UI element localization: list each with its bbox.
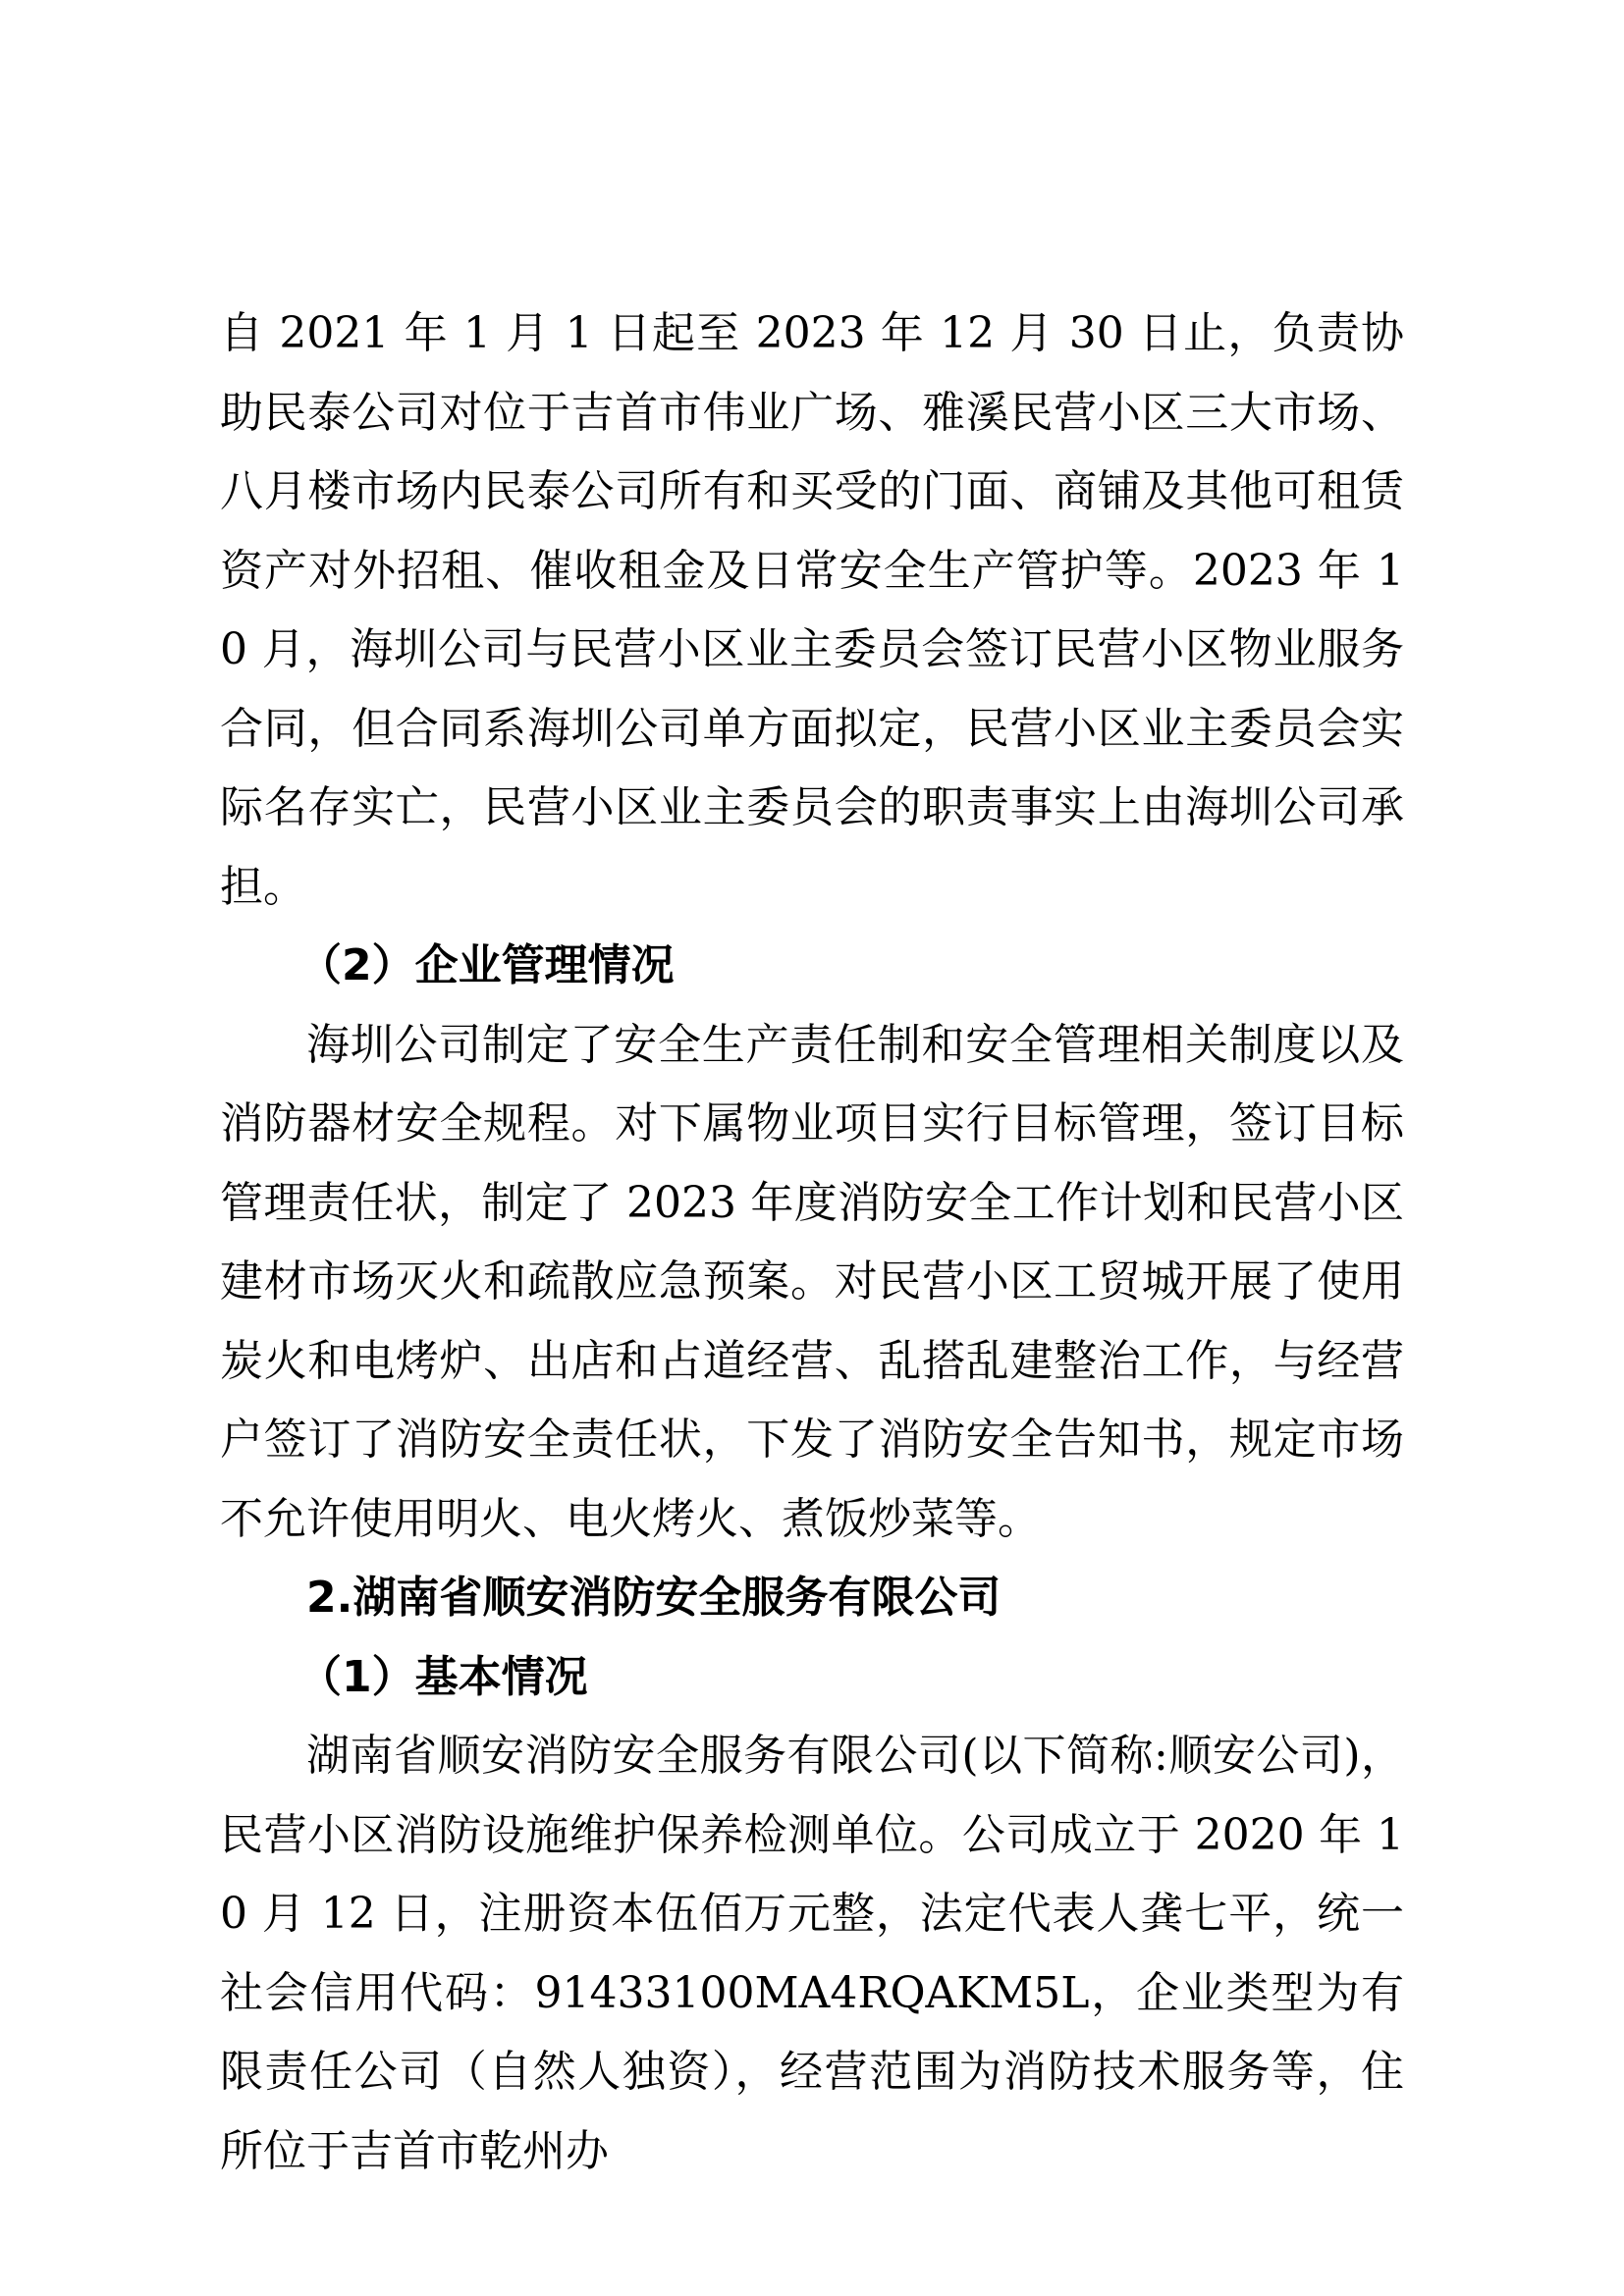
paragraph-basic-situation: 湖南省顺安消防安全服务有限公司(以下简称:顺安公司)，民营小区消防设施维护保养检测单位。公司成立于 2020 年 10 月 12 日，注册资本伍佰万元整，法定代表人龚七平，统一社会信用代码：91433100MA4RQAKM5L，企业类型为有限责任公司（自然人独资），经营范围为消防技术服务等，住所位于吉首市乾州办 <box>220 1731 1404 2176</box>
paragraph-contract-scope: 自 2021 年 1 月 1 日起至 2023 年 12 月 30 日止，负责协助民泰公司对位于吉首市伟业广场、雅溪民营小区三大市场、八月楼市场内民泰公司所有和买受的门面、商铺及其他可租赁资产对外招租、催收租金及日常安全生产管护等。2023 年 10 月，海圳公司与民营小区业主委员会签订民营小区物业服务合同，但合同系海圳公司单方面拟定，民营小区业主委员会实际名存实亡，民营小区业主委员会的职责事实上由海圳公司承担。 <box>220 308 1404 912</box>
heading-shunan-company: 2.湖南省顺安消防安全服务有限公司 <box>306 1573 1001 1623</box>
heading-enterprise-management: （2）企业管理情况 <box>298 940 675 990</box>
paragraph-enterprise-management: 海圳公司制定了安全生产责任制和安全管理相关制度以及消防器材安全规程。对下属物业项目实行目标管理，签订目标管理责任状，制定了 2023 年度消防安全工作计划和民营小区建材市场灭火和疏散应急预案。对民营小区工贸城开展了使用炭火和电烤炉、出店和占道经营、乱搭乱建整治工作，与经营户签订了消防安全责任状，下发了消防安全告知书，规定市场不允许使用明火、电火烤火、煮饭炒菜等。 <box>220 1019 1404 1544</box>
document-body <box>220 294 1404 2191</box>
heading-basic-situation: （1）基本情况 <box>298 1651 588 1702</box>
